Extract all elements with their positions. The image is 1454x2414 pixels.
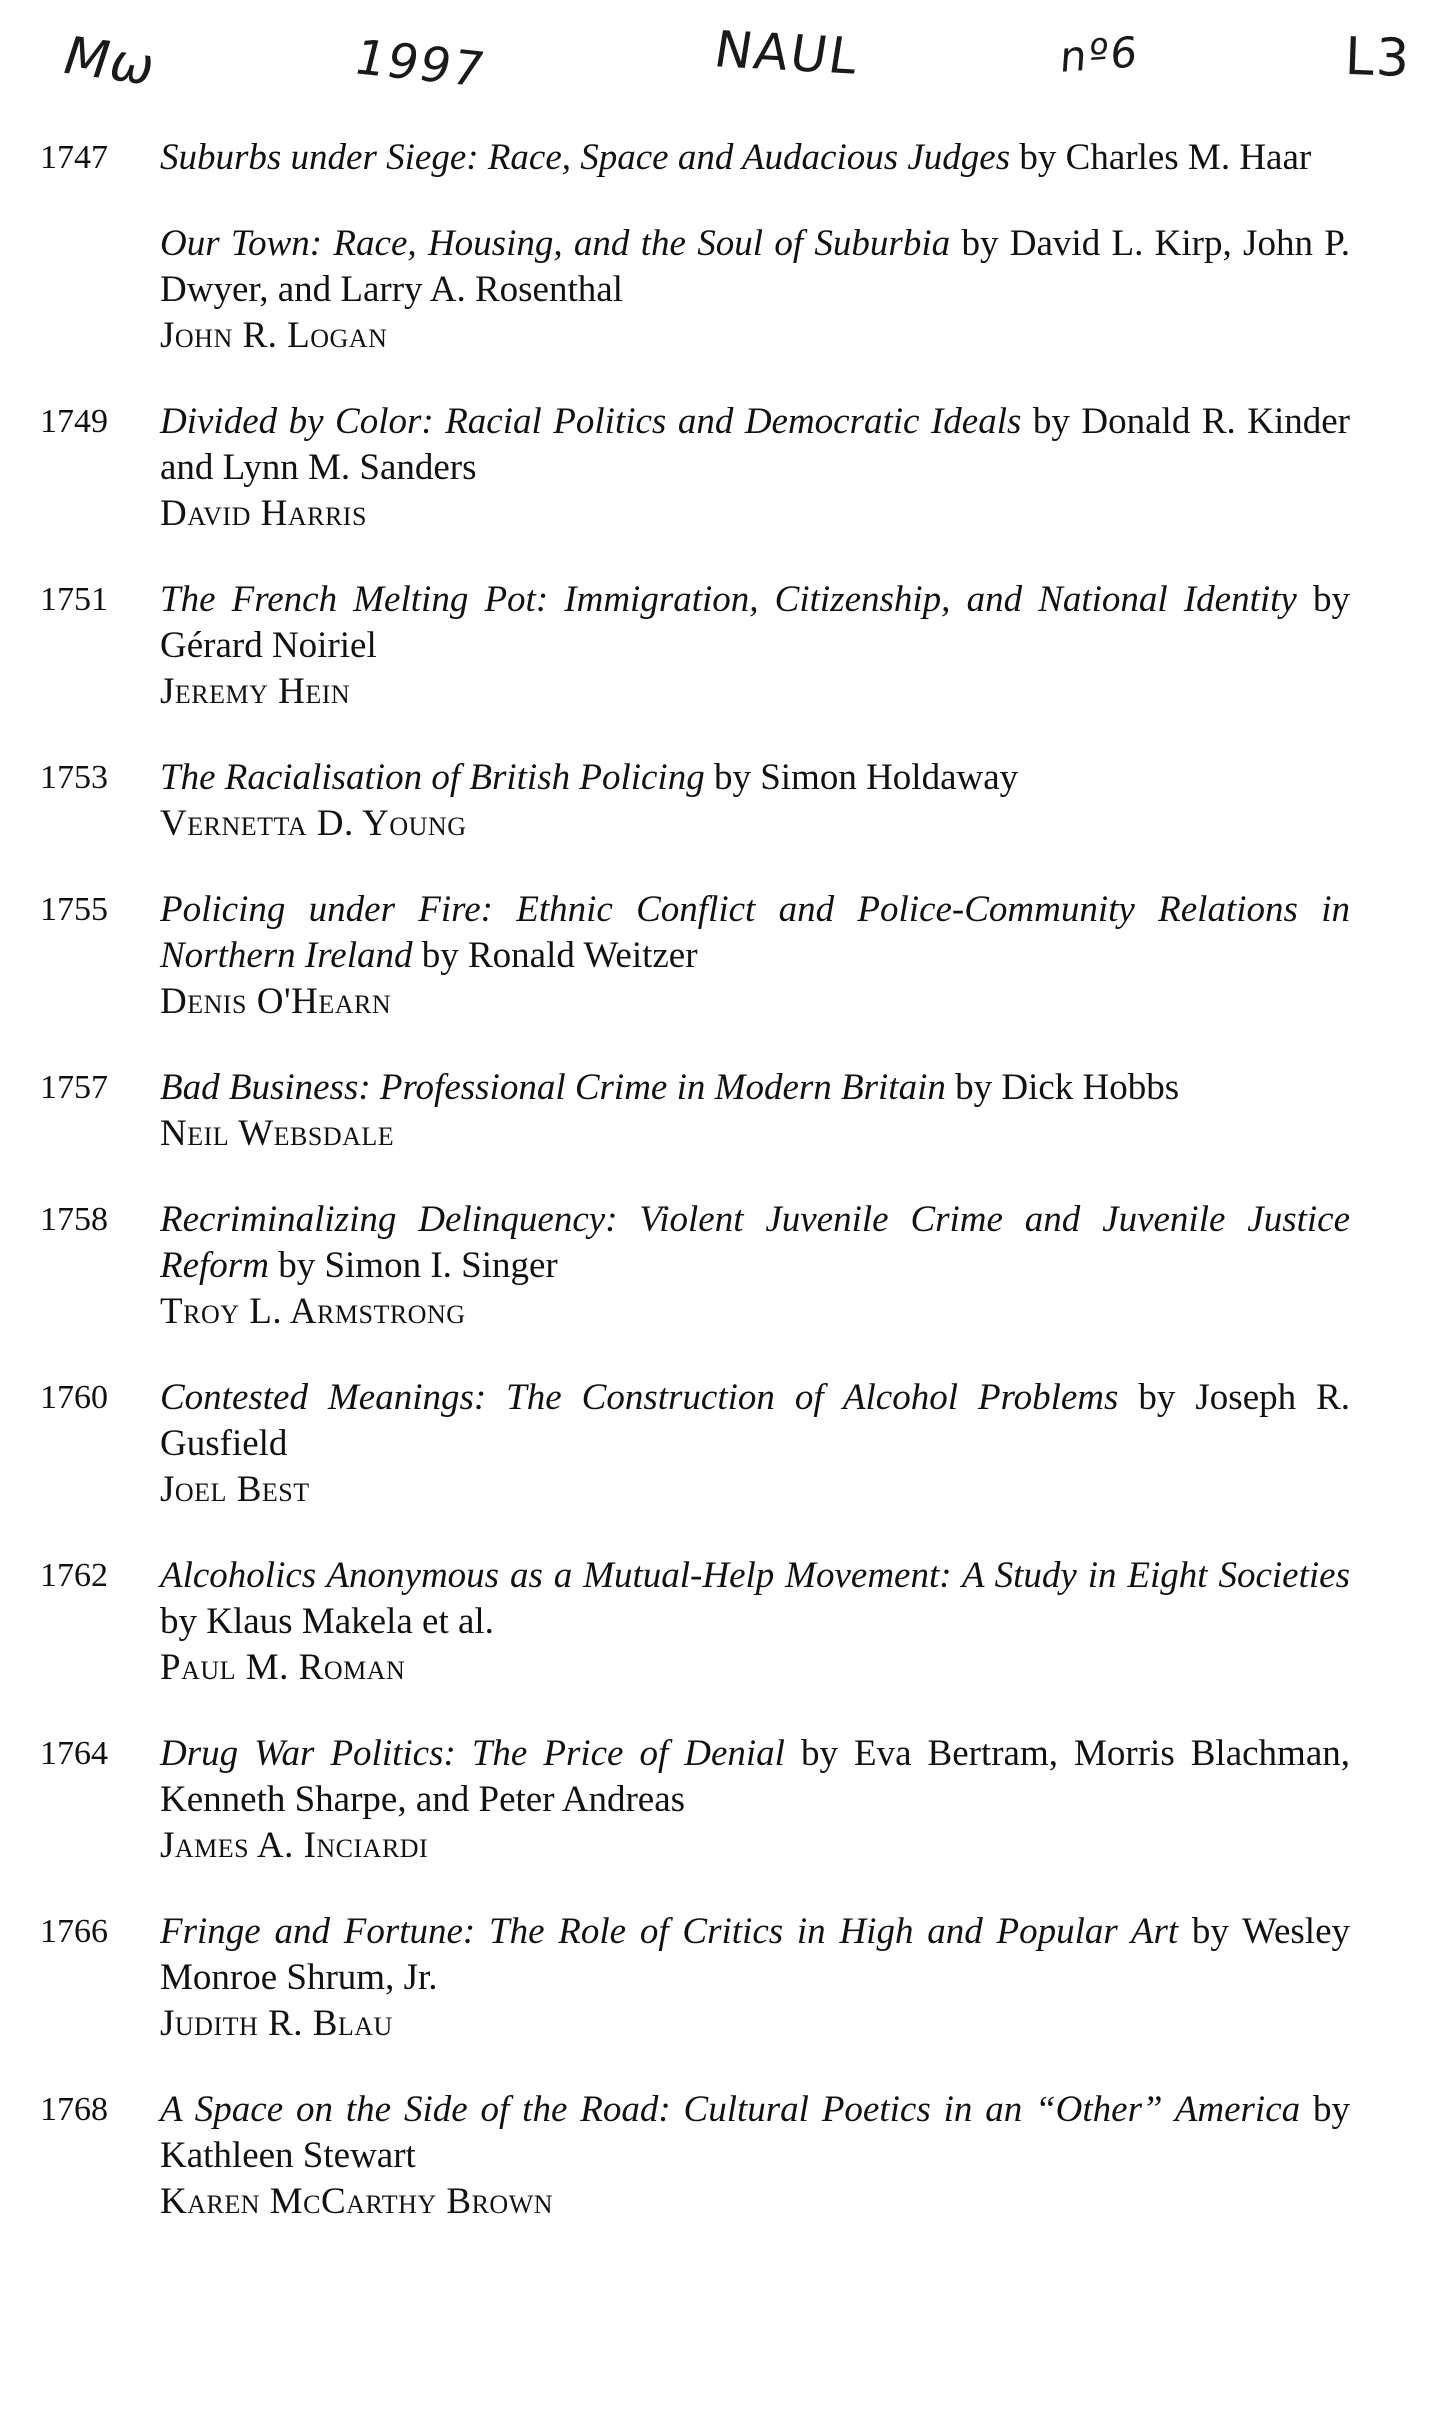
page-number: 1749 (40, 403, 108, 440)
entry-body (160, 1065, 1350, 1157)
review-entry (0, 1065, 1454, 1157)
handwritten-note-1: Μω (55, 26, 166, 98)
review-entry (0, 399, 1454, 537)
book-title: Bad Business: Professional Crime in Modern Britain (160, 1067, 946, 1108)
book-citation (160, 1197, 1350, 1289)
book-citation (160, 1553, 1350, 1645)
page-number: 1766 (40, 1913, 108, 1950)
page-number: 1758 (40, 1201, 108, 1238)
reviewer-name: John R. Logan (160, 315, 388, 356)
entry-body (160, 887, 1350, 1025)
book-citation (160, 1909, 1350, 2001)
page-number: 1768 (40, 2091, 108, 2128)
handwritten-note-3: NAUL (710, 20, 864, 86)
book-title: The Racialisation of British Policing (160, 757, 705, 798)
book-title: Policing under Fire: Ethnic Conflict and Police-Community Relations in Northern Ireland (160, 889, 1350, 976)
handwritten-note-2: 1997 (348, 29, 492, 99)
reviewer-name: Judith R. Blau (160, 2003, 393, 2044)
book-authors: by Donald R. Kinder and Lynn M. Sanders (160, 401, 1350, 488)
book-title: A Space on the Side of the Road: Cultural Poetics in an “Other” America (160, 2089, 1301, 2130)
page-number: 1747 (40, 139, 108, 176)
book-title: Our Town: Race, Housing, and the Soul of Suburbia (160, 223, 951, 264)
book-citation (160, 399, 1350, 491)
book-citation (160, 887, 1350, 979)
page-number: 1760 (40, 1379, 108, 1416)
book-title: Recriminalizing Delinquency: Violent Juvenile Crime and Juvenile Justice Reform (160, 1199, 1350, 1286)
book-title: The French Melting Pot: Immigration, Citizenship, and National Identity (160, 579, 1297, 620)
book-citation (160, 755, 1350, 801)
review-entry (0, 2087, 1454, 2225)
book-authors: by Simon I. Singer (278, 1245, 558, 1286)
book-authors: by Kathleen Stewart (160, 2089, 1351, 2176)
book-authors: by Dick Hobbs (955, 1067, 1180, 1108)
book-citation (160, 221, 1350, 313)
page-number: 1764 (40, 1735, 108, 1772)
book-citation (160, 1375, 1350, 1467)
book-authors: by Simon Holdaway (713, 757, 1019, 798)
book-authors: by Gérard Noiriel (160, 579, 1350, 666)
book-authors: by David L. Kirp, John P. Dwyer, and Larry A. Rosenthal (160, 223, 1351, 310)
page-number: 1751 (40, 581, 108, 618)
book-title: Suburbs under Siege: Race, Space and Audacious Judges (160, 137, 1011, 178)
reviewer-name: Karen McCarthy Brown (160, 2181, 554, 2222)
reviewer-name: Troy L. Armstrong (160, 1291, 466, 1332)
book-title: Drug War Politics: The Price of Denial (160, 1733, 785, 1774)
review-entry (0, 135, 1454, 359)
book-authors: by Klaus Makela et al. (160, 1601, 494, 1642)
book-authors: by Wesley Monroe Shrum, Jr. (160, 1911, 1350, 1998)
entry-body (160, 135, 1350, 359)
book-authors: by Eva Bertram, Morris Blachman, Kenneth Sharpe, and Peter Andreas (160, 1733, 1350, 1820)
review-list (0, 135, 1454, 2265)
book-authors: by Joseph R. Gusfield (160, 1377, 1351, 1464)
entry-body (160, 399, 1350, 537)
handwritten-note-5: L3 (1343, 26, 1413, 90)
review-entry (0, 577, 1454, 715)
review-entry (0, 1197, 1454, 1335)
book-title: Divided by Color: Racial Politics and Democratic Ideals (160, 401, 1022, 442)
reviewer-name: Vernetta D. Young (160, 803, 467, 844)
page-number: 1755 (40, 891, 108, 928)
review-entry (0, 1553, 1454, 1691)
review-entry (0, 1375, 1454, 1513)
reviewer-name: Neil Websdale (160, 1113, 395, 1154)
review-entry (0, 755, 1454, 847)
entry-body (160, 1909, 1350, 2047)
entry-body (160, 577, 1350, 715)
review-entry (0, 1909, 1454, 2047)
book-title: Contested Meanings: The Construction of Alcohol Problems (160, 1377, 1119, 1418)
entry-body (160, 2087, 1350, 2225)
entry-body (160, 755, 1350, 847)
reviewer-name: Denis O'Hearn (160, 981, 392, 1022)
handwritten-annotations (0, 14, 1454, 104)
book-citation (160, 1731, 1350, 1823)
review-entry (0, 1731, 1454, 1869)
book-title: Alcoholics Anonymous as a Mutual-Help Movement: A Study in Eight Societies (160, 1555, 1350, 1596)
book-citation (160, 577, 1350, 669)
page-number: 1753 (40, 759, 108, 796)
book-title: Fringe and Fortune: The Role of Critics in High and Popular Art (160, 1911, 1179, 1952)
reviewer-name: David Harris (160, 493, 367, 534)
reviewer-name: Jeremy Hein (160, 671, 351, 712)
entry-body (160, 1553, 1350, 1691)
reviewer-name: Paul M. Roman (160, 1647, 406, 1688)
reviewer-name: James A. Inciardi (160, 1825, 429, 1866)
page-number: 1757 (40, 1069, 108, 1106)
handwritten-note-4: nº6 (1058, 27, 1141, 82)
book-citation (160, 135, 1350, 181)
reviewer-name: Joel Best (160, 1469, 310, 1510)
entry-body (160, 1731, 1350, 1869)
book-citation (160, 1065, 1350, 1111)
review-entry (0, 887, 1454, 1025)
book-citation (160, 2087, 1350, 2179)
book-authors: by Ronald Weitzer (421, 935, 698, 976)
page-number: 1762 (40, 1557, 108, 1594)
entry-body (160, 1197, 1350, 1335)
book-authors: by Charles M. Haar (1019, 137, 1312, 178)
entry-body (160, 1375, 1350, 1513)
